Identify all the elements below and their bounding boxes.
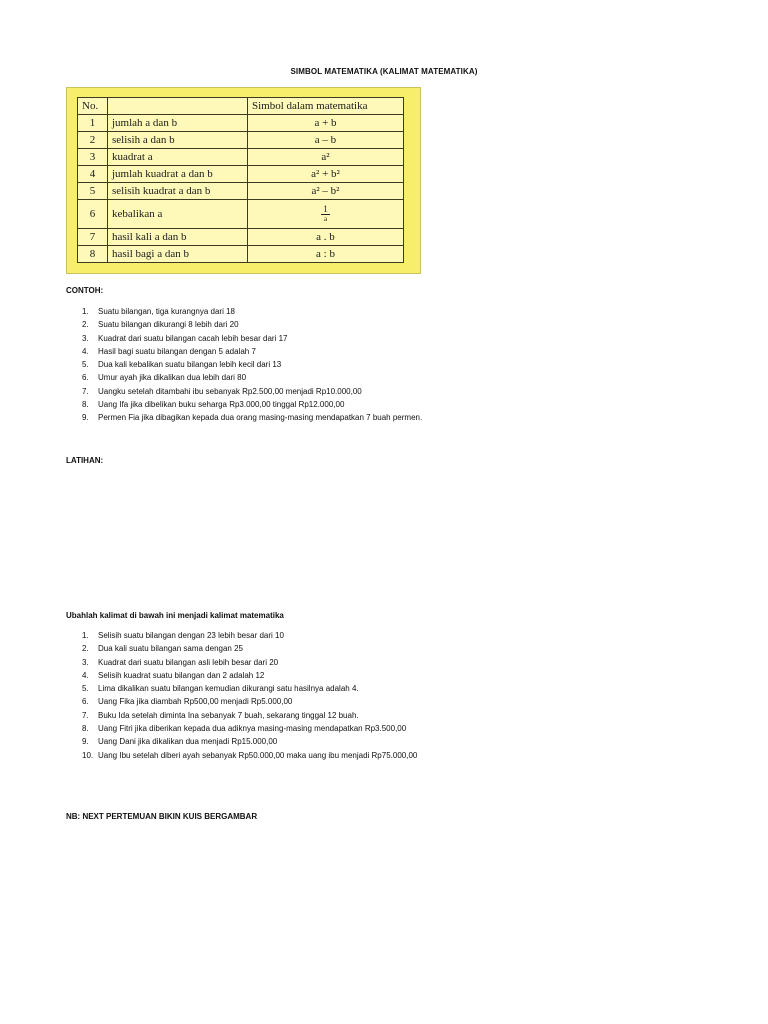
list-item: 5. Dua kali kebalikan suatu bilangan lebih kecil dari 13 [82,360,282,370]
page-title: SIMBOL MATEMATIKA (KALIMAT MATEMATIKA) [290,67,478,76]
list-item-text: Suatu bilangan, tiga kurangnya dari 18 [98,307,235,316]
list-item-text: Umur ayah jika dikalikan dua lebih dari 80 [98,373,247,383]
list-item: 6. Umur ayah jika dikalikan dua lebih dari 80 [82,373,247,383]
row-symbol: a . b [248,229,404,246]
row-desc: jumlah a dan b [108,115,248,132]
list-item-text: Kuadrat dari suatu bilangan asli lebih besar dari 20 [98,657,279,667]
latihan-heading: LATIHAN: [66,456,104,465]
list-item: 3. Kuadrat dari suatu bilangan asli lebih besar dari 20 [82,657,279,667]
row-symbol [248,200,404,229]
list-item-text: Uang Ibu setelah diberi ayah sebanyak Rp50.000,00 maka uang ibu menjadi Rp75.000,00 [98,750,418,760]
row-desc: selisih a dan b [108,132,248,149]
list-item-text: Uang Fika jika diambah Rp500,00 menjadi Rp5.000,00 [98,697,293,707]
list-item: 9. Permen Fia jika dibagikan kepada dua orang masing-masing mendapatkan 7 buah permen. [82,413,423,423]
row-no: 1 [78,115,108,132]
list-item-text: Dua kali suatu bilangan sama dengan 25 [98,644,243,654]
table-header-row [78,98,404,115]
header-symbol: Simbol dalam matematika [248,98,404,115]
table-row [78,149,404,166]
row-symbol: a² + b² [248,166,404,183]
list-item: 6. Uang Fika jika diambah Rp500,00 menjadi Rp5.000,00 [82,697,293,707]
list-item: 8. Uang Ifa jika dibelikan buku seharga Rp3.000,00 tinggal Rp12.000,00 [82,400,345,410]
contoh-heading: CONTOH: [66,286,104,295]
row-symbol: a – b [248,132,404,149]
list-item-text: Uang Dani jika dikalikan dua menjadi Rp15.000,00 [98,737,278,747]
table-row [78,115,404,132]
row-no: 3 [78,149,108,166]
list-item-text: Uangku setelah ditambahi ibu sebanyak Rp2.500,00 menjadi Rp10.000,00 [98,386,362,396]
table-row [78,183,404,200]
list-item-text: Uang Fitri jika diberikan kepada dua adiknya masing-masing mendapatkan Rp3.500,00 [98,724,407,734]
list-item: 3. Kuadrat dari suatu bilangan cacah lebih besar dari 17 [82,333,288,343]
list-item: 1. Selisih suatu bilangan dengan 23 lebih besar dari 10 [82,631,284,640]
symbol-table [77,97,404,263]
list-item-text: Lima dikalikan suatu bilangan kemudian dikurangi satu hasilnya adalah 4. [98,684,359,694]
latihan-list [66,629,417,762]
row-desc: kuadrat a [108,149,248,166]
row-symbol: a : b [248,246,404,263]
list-item: 4. Hasil bagi suatu bilangan dengan 5 adalah 7 [82,346,256,356]
list-item-text: Hasil bagi suatu bilangan dengan 5 adalah 7 [98,346,256,356]
row-desc: hasil kali a dan b [108,229,248,246]
row-no: 6 [78,200,108,229]
row-no: 7 [78,229,108,246]
list-item: 7. Uangku setelah ditambahi ibu sebanyak Rp2.500,00 menjadi Rp10.000,00 [82,386,362,396]
row-no: 8 [78,246,108,263]
table-row [78,246,404,263]
row-desc: jumlah kuadrat a dan b [108,166,248,183]
row-desc: selisih kuadrat a dan b [108,183,248,200]
row-desc: kebalikan a [108,200,248,229]
latihan-instruction: Ubahlah kalimat di bawah ini menjadi kalimat matematika [66,611,284,620]
list-item: 5. Lima dikalikan suatu bilangan kemudian dikurangi satu hasilnya adalah 4. [82,684,359,694]
list-item: 8. Uang Fitri jika diberikan kepada dua adiknya masing-masing mendapatkan Rp3.500,00 [82,724,407,734]
fraction [321,205,330,224]
note: NB: NEXT PERTEMUAN BIKIN KUIS BERGAMBAR [66,812,258,821]
list-item: 9. Uang Dani jika dikalikan dua menjadi Rp15.000,00 [82,737,278,747]
list-item: 2. Dua kali suatu bilangan sama dengan 25 [82,644,243,654]
row-symbol: a + b [248,115,404,132]
list-item-text: Uang Ifa jika dibelikan buku seharga Rp3.000,00 tinggal Rp12.000,00 [98,400,345,410]
list-item: 2. Suatu bilangan dikurangi 8 lebih dari 20 [82,320,239,330]
row-symbol: a² [248,149,404,166]
header-blank [108,98,248,115]
list-item-text: Suatu bilangan dikurangi 8 lebih dari 20 [98,320,239,330]
row-symbol: a² – b² [248,183,404,200]
fraction-numerator: 1 [323,203,328,214]
list-item: 1. Suatu bilangan, tiga kurangnya dari 18 [82,307,235,316]
list-item-text: Buku Ida setelah diminta Ina sebanyak 7 buah, sekarang tinggal 12 buah. [98,710,359,720]
list-item-text: Selisih suatu bilangan dengan 23 lebih besar dari 10 [98,631,284,640]
header-no: No. [78,98,108,115]
symbol-table-image [66,87,421,274]
list-item-text: Selisih kuadrat suatu bilangan dan 2 adalah 12 [98,670,265,680]
row-desc: hasil bagi a dan b [108,246,248,263]
list-item-text: Dua kali kebalikan suatu bilangan lebih kecil dari 13 [98,360,282,370]
row-no: 4 [78,166,108,183]
contoh-list [66,305,422,425]
row-no: 5 [78,183,108,200]
table-row [78,132,404,149]
list-item: 7. Buku Ida setelah diminta Ina sebanyak 7 buah, sekarang tinggal 12 buah. [82,710,359,720]
table-row [78,229,404,246]
fraction-denominator: a [323,214,328,223]
list-item-text: Kuadrat dari suatu bilangan cacah lebih besar dari 17 [98,333,288,343]
table-row [78,200,404,229]
row-no: 2 [78,132,108,149]
table-row [78,166,404,183]
list-item: 10. Uang Ibu setelah diberi ayah sebanyak Rp50.000,00 maka uang ibu menjadi Rp75.000,00 [82,750,418,760]
list-item-text: Permen Fia jika dibagikan kepada dua orang masing-masing mendapatkan 7 buah permen. [98,413,423,423]
list-item: 4. Selisih kuadrat suatu bilangan dan 2 adalah 12 [82,670,265,680]
